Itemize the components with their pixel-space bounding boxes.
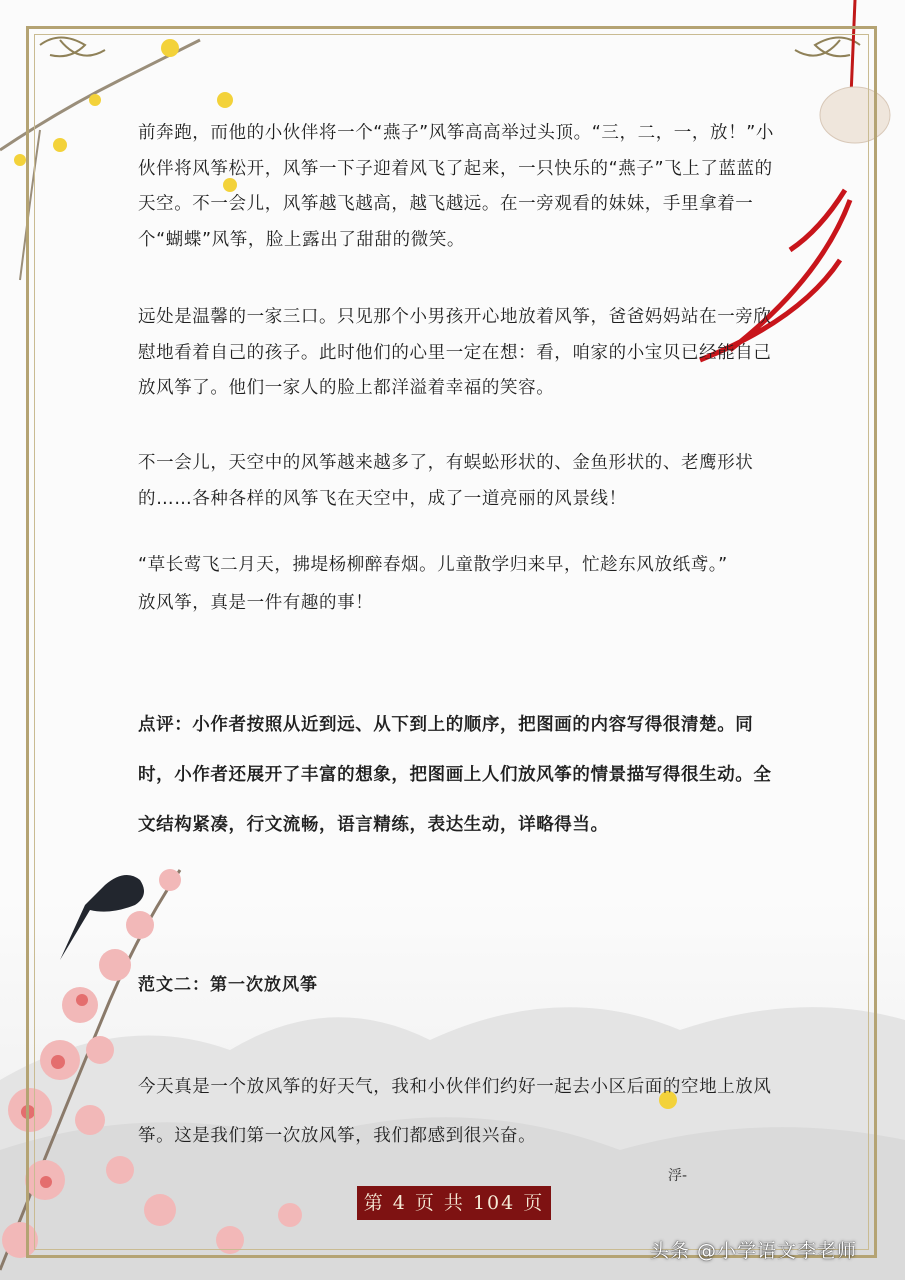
- stamp-text: 浮-: [668, 1168, 688, 1184]
- body-paragraph: 不一会儿，天空中的风筝越来越多了，有蜈蚣形状的、金鱼形状的、老鹰形状的……各种各样的风筝飞在天空中，成了一道亮丽的风景线！: [138, 453, 754, 509]
- source-watermark: 头条 @小学语文李老师: [650, 1240, 858, 1262]
- essay-2-heading: 范文二：第一次放风筝: [138, 975, 318, 995]
- page-number-label: 第 4 页 共 104 页: [357, 1186, 551, 1220]
- body-paragraph: 放风筝，真是一件有趣的事！: [138, 593, 374, 613]
- body-paragraph: 远处是温馨的一家三口。只见那个小男孩开心地放着风筝，爸爸妈妈站在一旁欣慰地看着自己的孩子。此时他们的心里一定在想：看，咱家的小宝贝已经能自己放风筝了。他们一家人的脸上都洋溢着幸福的笑容。: [138, 307, 772, 398]
- body-paragraph: 前奔跑，而他的小伙伴将一个“燕子”风筝高高举过头顶。“三，二，一，放！”小伙伴将风筝松开，风筝一下子迎着风飞了起来，一只快乐的“燕子”飞上了蓝蓝的天空。不一会儿，风筝越飞越高，越飞越远。在一旁观看的妹妹，手里拿着一个“蝴蝶”风筝，脸上露出了甜甜的微笑。: [138, 123, 774, 250]
- poem-quote: “草长莺飞二月天，拂堤杨柳醉春烟。儿童散学归来早，忙趁东风放纸鸢。”: [138, 555, 728, 575]
- body-paragraph: 今天真是一个放风筝的好天气，我和小伙伴们约好一起去小区后面的空地上放风筝。这是我们第一次放风筝，我们都感到很兴奋。: [138, 1077, 772, 1146]
- teacher-comment: 点评：小作者按照从近到远、从下到上的顺序，把图画的内容写得很清楚。同时，小作者还展开了丰富的想象，把图画上人们放风筝的情景描写得很生动。全文结构紧凑，行文流畅，语言精练，表达生动，详略得当。: [138, 714, 772, 835]
